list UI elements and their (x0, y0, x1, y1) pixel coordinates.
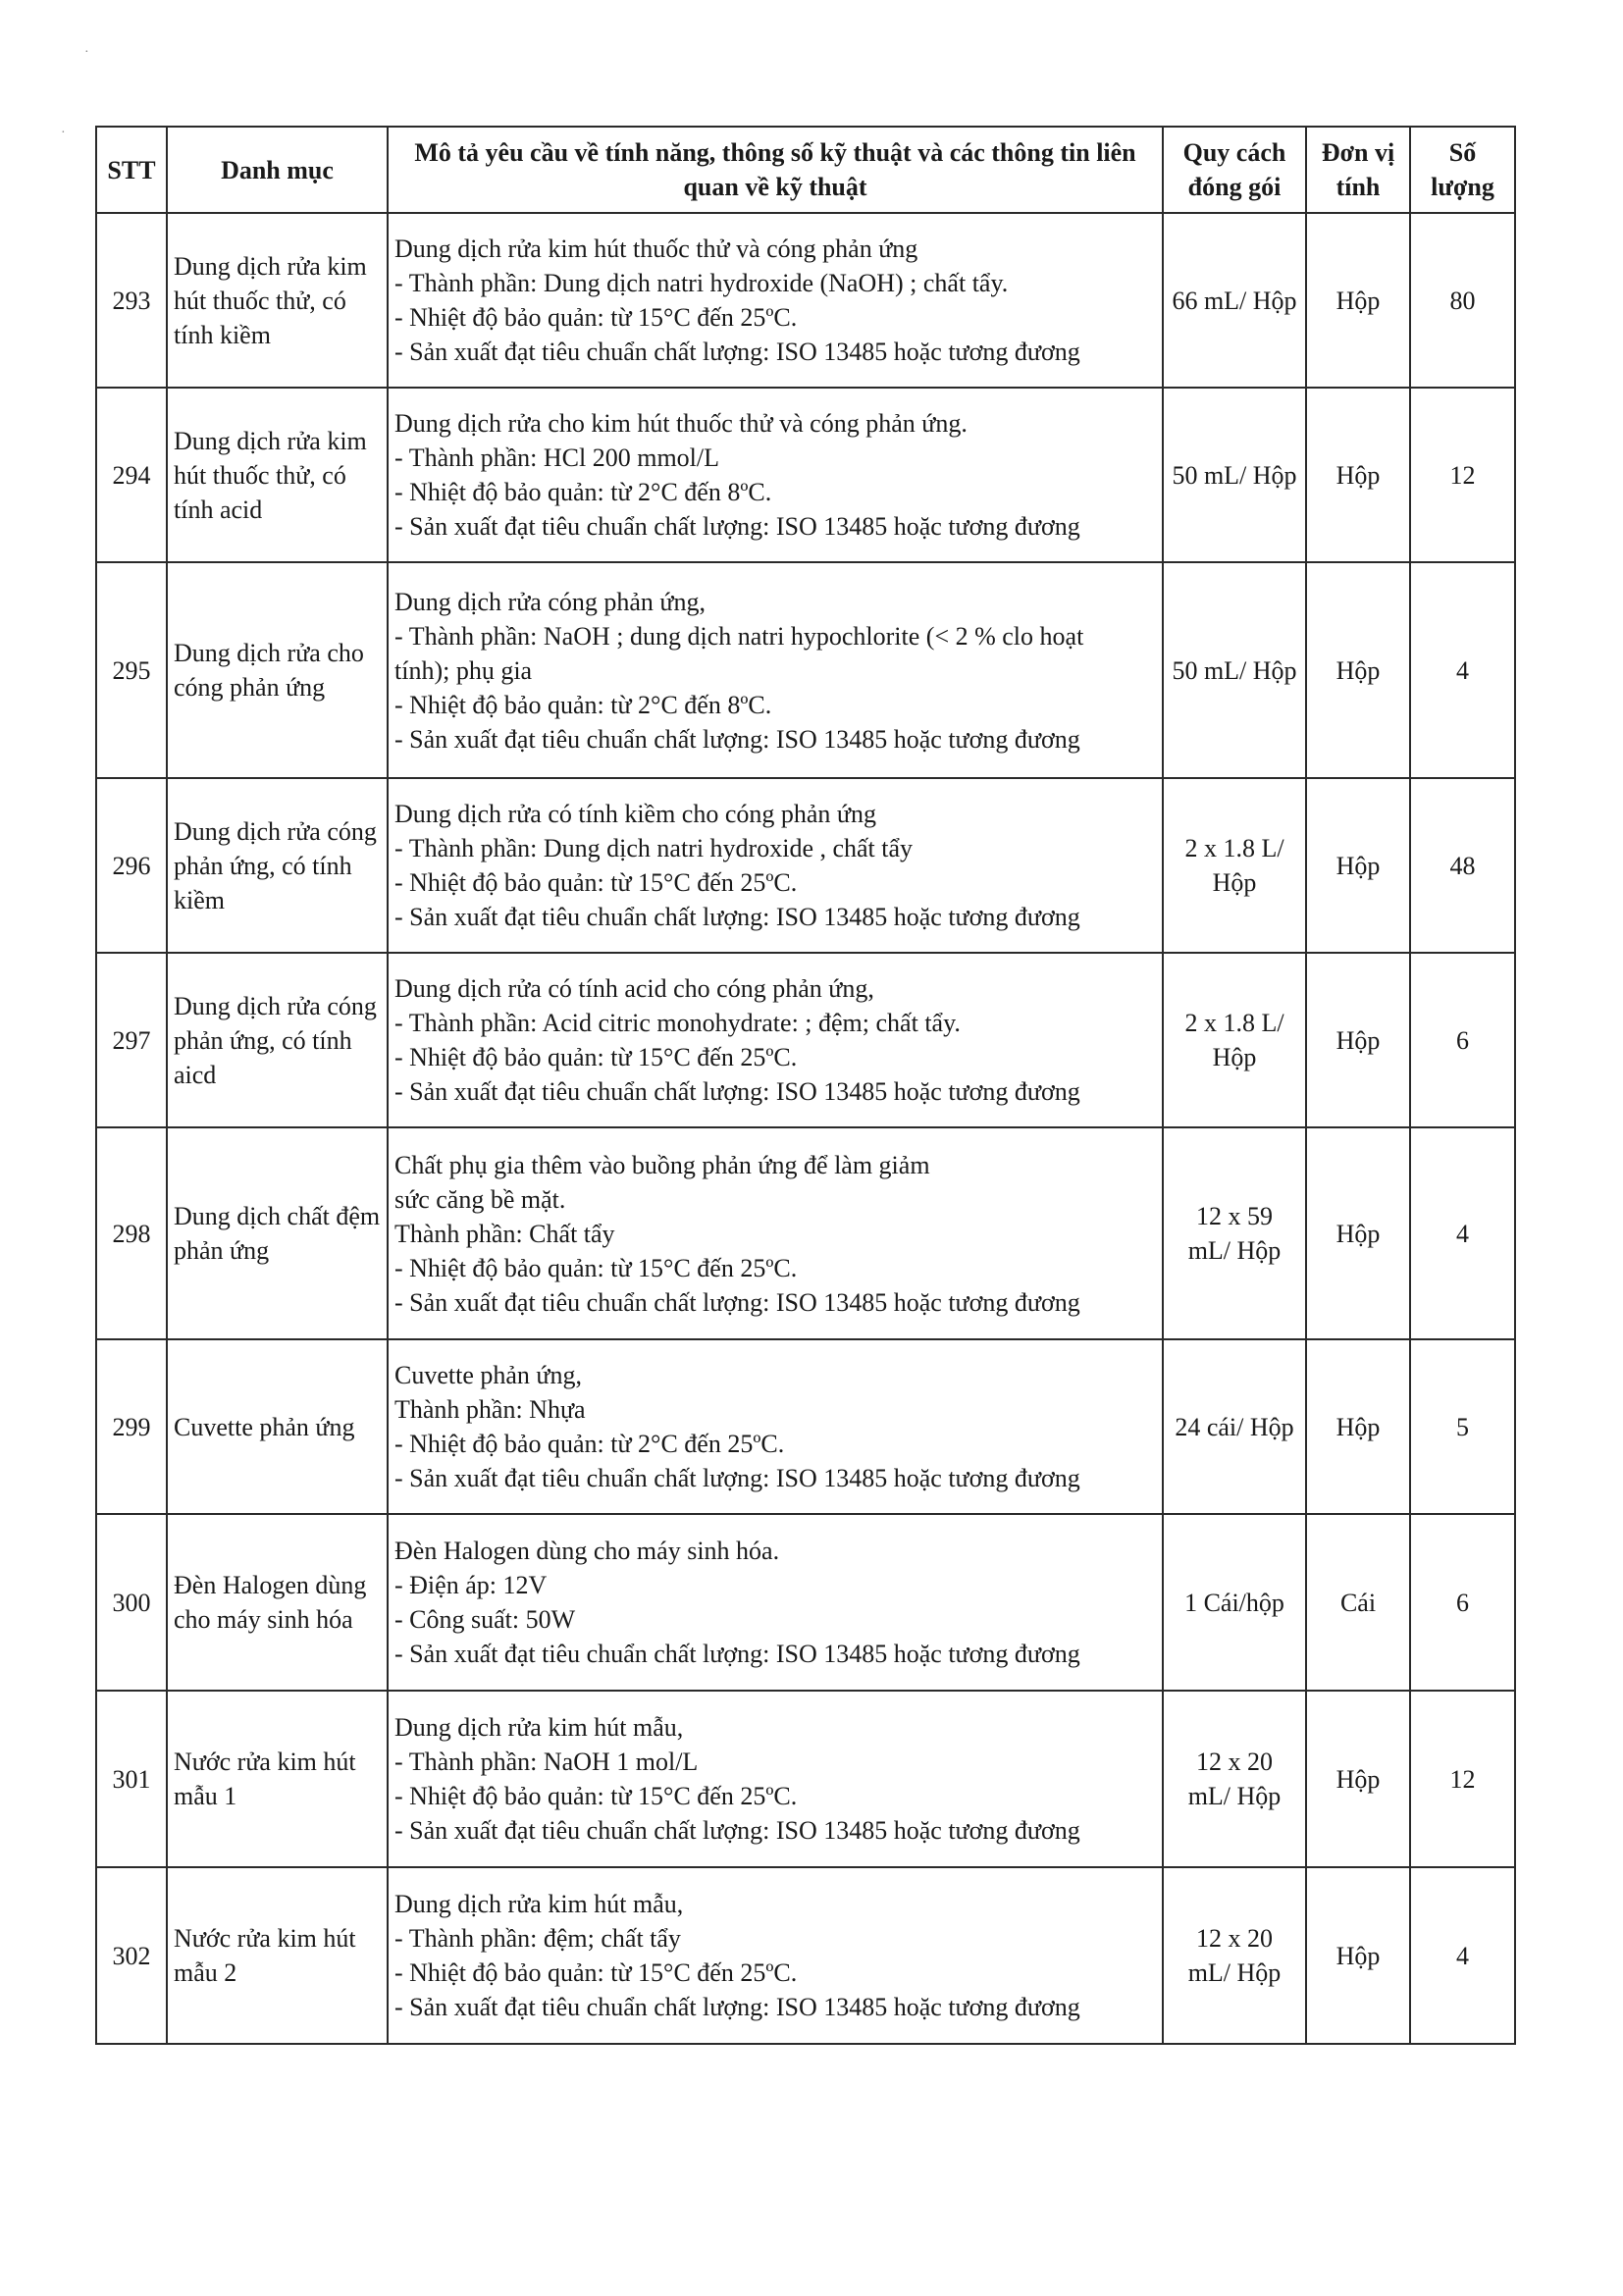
row-description (388, 1339, 1163, 1514)
description-line: - Sản xuất đạt tiêu chuẩn chất lượng: ISO 13485 hoặc tương đương (394, 338, 1080, 366)
description-line: - Nhiệt độ bảo quản: từ 2°C đến 25ºC. (394, 1430, 785, 1458)
table-row (96, 1691, 1515, 1867)
row-stt: 295 (96, 562, 167, 778)
packaging-line: 66 mL/ Hộp (1172, 286, 1297, 315)
row-quantity: 80 (1410, 213, 1515, 388)
description-line: - Nhiệt độ bảo quản: từ 15°C đến 25ºC. (394, 303, 798, 332)
row-quantity: 48 (1410, 778, 1515, 953)
description-line: - Nhiệt độ bảo quản: từ 2°C đến 8ºC. (394, 690, 772, 719)
row-packaging (1163, 1514, 1306, 1691)
row-name: Dung dịch rửa cho cóng phản ứng (167, 562, 388, 778)
description-line: - Sản xuất đạt tiêu chuẩn chất lượng: ISO 13485 hoặc tương đương (394, 512, 1080, 541)
table-row (96, 1867, 1515, 2044)
description-line: - Thành phần: đệm; chất tẩy (394, 1924, 681, 1953)
scan-speck-icon: · (84, 45, 89, 60)
row-quantity: 4 (1410, 1867, 1515, 2044)
description-line: tính); phụ gia (394, 655, 533, 685)
description-line: - Sản xuất đạt tiêu chuẩn chất lượng: ISO 13485 hoặc tương đương (394, 903, 1080, 931)
description-line: Dung dịch rửa có tính kiềm cho cóng phản ứng (394, 800, 877, 828)
table-row (96, 778, 1515, 953)
row-packaging (1163, 388, 1306, 562)
description-line: Dung dịch rửa cho kim hút thuốc thử và cóng phản ứng. (394, 409, 968, 438)
row-quantity: 4 (1410, 562, 1515, 778)
row-stt: 296 (96, 778, 167, 953)
description-line: - Thành phần: NaOH ; dung dịch natri hypochlorite (< 2 % clo hoạt (394, 621, 1084, 651)
table-row (96, 1514, 1515, 1691)
row-packaging (1163, 1339, 1306, 1514)
scan-speck-icon: · (61, 126, 66, 140)
table-row (96, 1339, 1515, 1514)
description-line: - Điện áp: 12V (394, 1571, 548, 1599)
description-line: Dung dịch rửa cóng phản ứng, (394, 587, 707, 616)
table-row (96, 388, 1515, 562)
description-line: Dung dịch rửa có tính acid cho cóng phản ứng, (394, 974, 874, 1003)
row-quantity: 12 (1410, 388, 1515, 562)
description-line: - Sản xuất đạt tiêu chuẩn chất lượng: ISO 13485 hoặc tương đương (394, 1640, 1080, 1668)
row-unit: Hộp (1306, 1339, 1410, 1514)
row-packaging (1163, 1867, 1306, 2044)
specification-table (95, 126, 1516, 2045)
row-stt: 299 (96, 1339, 167, 1514)
row-description (388, 562, 1163, 778)
description-line: Thành phần: Chất tẩy (394, 1219, 615, 1248)
row-name: Dung dịch rửa kim hút thuốc thử, có tính kiềm (167, 213, 388, 388)
row-unit: Hộp (1306, 562, 1410, 778)
packaging-line: 50 mL/ Hộp (1172, 655, 1297, 685)
row-quantity: 4 (1410, 1127, 1515, 1339)
row-stt: 302 (96, 1867, 167, 2044)
row-unit: Hộp (1306, 953, 1410, 1127)
description-line: - Sản xuất đạt tiêu chuẩn chất lượng: ISO 13485 hoặc tương đương (394, 1287, 1080, 1317)
row-description (388, 1127, 1163, 1339)
packaging-line: 1 Cái/hộp (1184, 1588, 1284, 1617)
packaging-line: 12 x 59 (1196, 1202, 1273, 1230)
row-name: Đèn Halogen dùng cho máy sinh hóa (167, 1514, 388, 1691)
row-quantity: 6 (1410, 953, 1515, 1127)
description-line: - Nhiệt độ bảo quản: từ 15°C đến 25ºC. (394, 868, 798, 897)
packaging-line: 50 mL/ Hộp (1172, 460, 1297, 490)
description-line: - Thành phần: NaOH 1 mol/L (394, 1748, 699, 1776)
row-stt: 301 (96, 1691, 167, 1867)
row-description (388, 1514, 1163, 1691)
row-description (388, 388, 1163, 562)
row-unit: Hộp (1306, 213, 1410, 388)
description-line: Cuvette phản ứng, (394, 1361, 583, 1389)
row-stt: 294 (96, 388, 167, 562)
packaging-line: 12 x 20 (1196, 1748, 1273, 1776)
packaging-line: 2 x 1.8 L/ (1184, 834, 1284, 862)
description-line: - Nhiệt độ bảo quản: từ 15°C đến 25ºC. (394, 1253, 798, 1282)
description-line: Dung dịch rửa kim hút thuốc thử và cóng phản ứng (394, 235, 918, 263)
header-name: Danh mục (167, 127, 388, 213)
description-line: - Thành phần: Acid citric monohydrate: ; đệm; chất tẩy. (394, 1009, 961, 1037)
packaging-line: Hộp (1212, 1043, 1257, 1071)
row-name: Dung dịch rửa cóng phản ứng, có tính aicd (167, 953, 388, 1127)
row-description (388, 953, 1163, 1127)
packaging-line: 2 x 1.8 L/ (1184, 1009, 1284, 1037)
description-line: Dung dịch rửa kim hút mẫu, (394, 1713, 684, 1742)
description-line: Đèn Halogen dùng cho máy sinh hóa. (394, 1537, 780, 1565)
packaging-line: 12 x 20 (1196, 1924, 1273, 1953)
row-packaging (1163, 213, 1306, 388)
row-description (388, 1691, 1163, 1867)
row-stt: 297 (96, 953, 167, 1127)
table-header-row (96, 127, 1515, 213)
table-row (96, 213, 1515, 388)
packaging-line: Hộp (1212, 868, 1257, 897)
packaging-line: mL/ Hộp (1187, 1958, 1282, 1987)
description-line: - Công suất: 50W (394, 1605, 576, 1634)
row-name: Dung dịch rửa kim hút thuốc thử, có tính acid (167, 388, 388, 562)
row-name: Dung dịch rửa cóng phản ứng, có tính kiềm (167, 778, 388, 953)
row-quantity: 6 (1410, 1514, 1515, 1691)
packaging-line: 24 cái/ Hộp (1175, 1412, 1294, 1441)
header-description: Mô tả yêu cầu về tính năng, thông số kỹ thuật và các thông tin liên quan về kỹ thuật (388, 127, 1163, 213)
row-packaging (1163, 778, 1306, 953)
row-name: Nước rửa kim hút mẫu 1 (167, 1691, 388, 1867)
description-line: - Nhiệt độ bảo quản: từ 15°C đến 25ºC. (394, 1782, 798, 1810)
row-name: Dung dịch chất đệm phản ứng (167, 1127, 388, 1339)
row-packaging (1163, 953, 1306, 1127)
row-stt: 300 (96, 1514, 167, 1691)
row-packaging (1163, 1127, 1306, 1339)
row-name: Nước rửa kim hút mẫu 2 (167, 1867, 388, 2044)
row-unit: Hộp (1306, 778, 1410, 953)
row-stt: 298 (96, 1127, 167, 1339)
header-packaging: Quy cách đóng gói (1163, 127, 1306, 213)
description-line: - Thành phần: Dung dịch natri hydroxide , chất tẩy (394, 834, 914, 862)
description-line: Thành phần: Nhựa (394, 1395, 586, 1424)
table-row (96, 562, 1515, 778)
row-name: Cuvette phản ứng (167, 1339, 388, 1514)
description-line: - Sản xuất đạt tiêu chuẩn chất lượng: ISO 13485 hoặc tương đương (394, 1464, 1080, 1492)
header-stt: STT (96, 127, 167, 213)
header-unit: Đơn vị tính (1306, 127, 1410, 213)
row-unit: Hộp (1306, 1867, 1410, 2044)
description-line: - Sản xuất đạt tiêu chuẩn chất lượng: ISO 13485 hoặc tương đương (394, 1816, 1080, 1845)
description-line: - Nhiệt độ bảo quản: từ 15°C đến 25ºC. (394, 1958, 798, 1987)
header-quantity: Số lượng (1410, 127, 1515, 213)
description-line: - Sản xuất đạt tiêu chuẩn chất lượng: ISO 13485 hoặc tương đương (394, 1077, 1080, 1106)
packaging-line: mL/ Hộp (1187, 1782, 1282, 1810)
table-row (96, 1127, 1515, 1339)
row-quantity: 12 (1410, 1691, 1515, 1867)
description-line: - Thành phần: Dung dịch natri hydroxide (NaOH) ; chất tẩy. (394, 269, 1009, 297)
row-packaging (1163, 562, 1306, 778)
row-packaging (1163, 1691, 1306, 1867)
row-unit: Hộp (1306, 1127, 1410, 1339)
description-line: sức căng bề mặt. (394, 1184, 566, 1214)
description-line: - Sản xuất đạt tiêu chuẩn chất lượng: ISO 13485 hoặc tương đương (394, 724, 1080, 754)
row-stt: 293 (96, 213, 167, 388)
packaging-line: mL/ Hộp (1187, 1236, 1282, 1265)
description-line: Dung dịch rửa kim hút mẫu, (394, 1890, 684, 1918)
row-unit: Hộp (1306, 388, 1410, 562)
row-unit: Cái (1306, 1514, 1410, 1691)
row-description (388, 213, 1163, 388)
row-description (388, 1867, 1163, 2044)
description-line: - Nhiệt độ bảo quản: từ 2°C đến 8ºC. (394, 478, 772, 506)
description-line: Chất phụ gia thêm vào buồng phản ứng để làm giảm (394, 1150, 930, 1179)
description-line: - Thành phần: HCl 200 mmol/L (394, 444, 719, 472)
row-description (388, 778, 1163, 953)
description-line: - Nhiệt độ bảo quản: từ 15°C đến 25ºC. (394, 1043, 798, 1071)
table-row (96, 953, 1515, 1127)
description-line: - Sản xuất đạt tiêu chuẩn chất lượng: ISO 13485 hoặc tương đương (394, 1993, 1080, 2021)
row-quantity: 5 (1410, 1339, 1515, 1514)
row-unit: Hộp (1306, 1691, 1410, 1867)
